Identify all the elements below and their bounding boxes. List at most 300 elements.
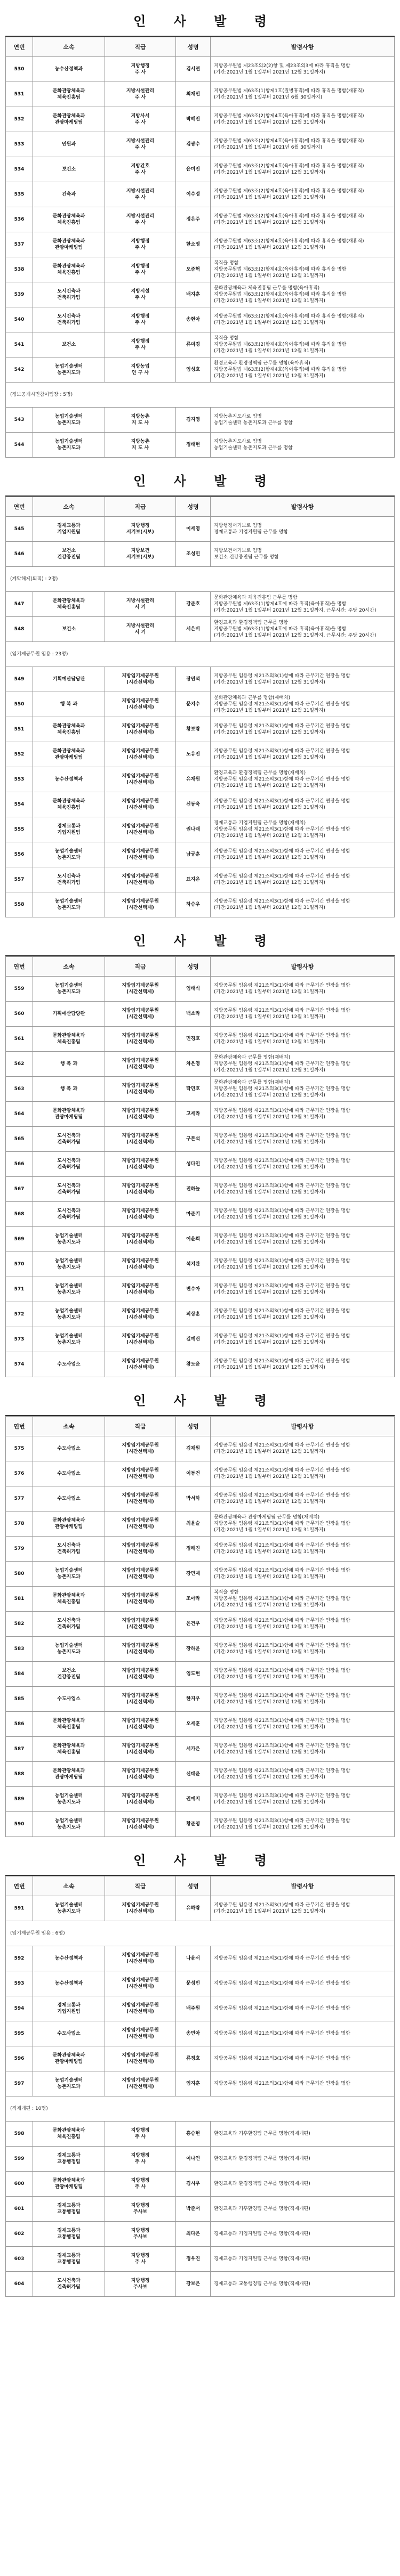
- row-rank: 지방시설관리 서 기: [105, 592, 176, 617]
- row-unit: 농업기술센터 농촌지도과: [33, 892, 105, 917]
- row-unit: 문화관광체육과 체육진흥팀: [33, 592, 105, 617]
- row-unit: 경제교통과 교통행정팀: [33, 2247, 105, 2272]
- table-row: [6, 2172, 395, 2197]
- row-unit: 문화관광체육과 체육진흥팀: [33, 1027, 105, 1052]
- row-name: 고세라: [176, 1102, 211, 1127]
- row-name: 정우진: [176, 2247, 211, 2272]
- table-header-row: [6, 1417, 395, 1436]
- row-unit: 보건소: [33, 157, 105, 182]
- row-unit: 농수산정책과: [33, 767, 105, 792]
- table-row: [6, 1637, 395, 1662]
- row-unit: 문화관광체육과 체육진흥팀: [33, 717, 105, 742]
- row-name: 유하람: [176, 1896, 211, 1921]
- row-number: 554: [6, 792, 33, 817]
- row-name: 류미경: [176, 332, 211, 357]
- row-unit: 수도사업소: [33, 1461, 105, 1486]
- row-name: 강민재: [176, 1562, 211, 1587]
- row-number: 571: [6, 1277, 33, 1302]
- header-detail: 발령사항: [211, 1876, 395, 1896]
- row-unit: 문화관광체육과 관광마케팅팀: [33, 2046, 105, 2071]
- table-row: [6, 207, 395, 232]
- row-unit: 농업기술센터 농촌지도과: [33, 842, 105, 867]
- row-rank: 지방임기제공무원 (시간선택제): [105, 1202, 176, 1227]
- table-header-row: [6, 1876, 395, 1896]
- row-unit: 경제교통과 기업지원팀: [33, 517, 105, 542]
- row-number: 550: [6, 692, 33, 717]
- row-detail: 지방공무원법 제63조(2)항제4호(육아휴직)에 따라 휴직을 명함(재휴직) (기간:2021년 1월 1일부터 2021년 12월 31일까지): [211, 307, 395, 332]
- row-detail: 지방공무원 임용령 제21조의3(1)항에 따라 근무기간 연장을 명함 (기간:2021년 1월 1일부터 2021년 12월 31일까지): [211, 792, 395, 817]
- row-name: 임성호: [176, 357, 211, 383]
- row-unit: 농업기술센터 농촌지도과: [33, 1227, 105, 1252]
- row-detail: 지방공무원 임용령 제21조의3(1)항에 따라 근무기간 연장을 명함 (기간:2021년 1월 1일부터 2021년 12월 31일까지): [211, 1787, 395, 1812]
- row-number: 537: [6, 232, 33, 257]
- table-row: [6, 1562, 395, 1587]
- row-detail: 지방공무원 임용령 제21조의3(1)항에 따라 근무기간 연장을 명함 (기간:2021년 1월 1일부터 2021년 12월 31일까지): [211, 1612, 395, 1637]
- table-row: [6, 1737, 395, 1762]
- row-rank: 지방시설관리 주 사: [105, 207, 176, 232]
- row-unit: 문화관광체육과 체육진흥팀: [33, 257, 105, 282]
- row-number: 575: [6, 1436, 33, 1461]
- row-rank: 지방임기제공무원 (시간선택제): [105, 2046, 176, 2071]
- row-unit: 수도사업소: [33, 1352, 105, 1377]
- row-detail: 지방공무원 임용령 제21조의3(1)항에 따라 근무기간 연장을 명함 (기간:2021년 1월 1일부터 2021년 12월 31일까지): [211, 1812, 395, 1837]
- table-row: [6, 1996, 395, 2021]
- row-rank: 지방임기제공무원 (시간선택제): [105, 1896, 176, 1921]
- table-row: [6, 1946, 395, 1971]
- table-row: [6, 1152, 395, 1177]
- row-unit: 보건소 건강증진팀: [33, 1662, 105, 1687]
- table-row: [6, 1712, 395, 1737]
- row-unit: 농업기술센터 농촌지도과: [33, 1252, 105, 1277]
- row-unit: 문화관광체육과 관광마케팅팀: [33, 1512, 105, 1537]
- row-number: 594: [6, 1996, 33, 2021]
- row-name: 김지영: [176, 408, 211, 433]
- personnel-order-table: [5, 956, 395, 1377]
- row-unit: 보건소: [33, 332, 105, 357]
- row-detail: 지방공무원 임용령 제21조의3(1)항에 따라 근무기간 연장을 명함: [211, 1996, 395, 2021]
- row-rank: 지방행정 주 사: [105, 2147, 176, 2172]
- row-rank: 지방농업 연 구 사: [105, 357, 176, 383]
- row-unit: 농수산정책과: [33, 57, 105, 82]
- row-unit: 농업기술센터 농촌지도과: [33, 1562, 105, 1587]
- table-row: [6, 2122, 395, 2147]
- row-number: 583: [6, 1637, 33, 1662]
- row-detail: 지방공무원 임용령 제21조의3(1)항에 따라 근무기간 연장을 명함 (기간:2021년 1월 1일부터 2021년 12월 31일까지): [211, 1327, 395, 1352]
- row-number: 601: [6, 2197, 33, 2222]
- table-row: [6, 1812, 395, 1837]
- table-row: [6, 1787, 395, 1812]
- header-detail: 발령사항: [211, 37, 395, 57]
- row-detail: 지방행정서기보로 임명 경제교통과 기업지원팀 근무를 명함: [211, 517, 395, 542]
- row-number: 597: [6, 2071, 33, 2096]
- row-name: 변수아: [176, 1277, 211, 1302]
- row-detail: 지방공무원법 제63조(1)항제1호(질병휴직)에 따라 휴직을 명함(재휴직) (기간:2021년 1월 1일부터 2021년 6월 30일까지): [211, 82, 395, 107]
- row-detail: 지방공무원 임용령 제21조의3(1)항에 따라 근무기간 연장을 명함 (기간:2021년 1월 1일부터 2021년 12월 31일까지): [211, 1637, 395, 1662]
- row-number: 573: [6, 1327, 33, 1352]
- row-number: 534: [6, 157, 33, 182]
- row-detail: 문화관광체육과 근무를 명함(재배치) 지방공무원 임용령 제21조의3(1)항에 따라 근무기간 연장을 명함 (기간:2021년 1월 1일부터 2021년 12월 31일까지): [211, 1052, 395, 1077]
- row-name: 구본석: [176, 1127, 211, 1152]
- table-row: [6, 1027, 395, 1052]
- row-unit: 수도사업소: [33, 1687, 105, 1712]
- table-row: [6, 232, 395, 257]
- row-detail: 문화관광체육과 체육진흥팀 근무를 명함 지방공무원법 제63조(1)항제4호에 따라 휴직(육아휴직)을 명함 (기간:2021년 1월 1일부터 2021년 12월 31일까지, 근무시간: 주당 20시간): [211, 592, 395, 617]
- row-unit: 농업기술센터 농촌지도과: [33, 1277, 105, 1302]
- section-caption: (직제개편 : 10명): [6, 2096, 395, 2122]
- row-rank: 지방임기제공무원 (시간선택제): [105, 1077, 176, 1102]
- table-row: [6, 1486, 395, 1512]
- table-row: [6, 1177, 395, 1202]
- table-row: [6, 132, 395, 157]
- row-number: 536: [6, 207, 33, 232]
- row-name: 한소영: [176, 232, 211, 257]
- row-detail: 지방공무원 임용령 제21조의3(1)항에 따라 근무기간 연장을 명함 (기간:2021년 1월 1일부터 2021년 12월 31일까지): [211, 1486, 395, 1512]
- table-row: [6, 1612, 395, 1637]
- table-row: [6, 692, 395, 717]
- row-rank: 지방시설 주 사: [105, 282, 176, 307]
- row-number: 555: [6, 817, 33, 842]
- personnel-order-table: [5, 497, 395, 917]
- row-rank: 지방행정 주 사: [105, 2122, 176, 2147]
- row-detail: 문화관광체육과 근무를 명함(재배치) 지방공무원 임용령 제21조의3(1)항에 따라 근무기간 연장을 명함 (기간:2021년 1월 1일부터 2021년 12월 31일까지): [211, 692, 395, 717]
- row-number: 564: [6, 1102, 33, 1127]
- row-detail: 복직을 명함 지방공무원 임용령 제21조의3(1)항에 따라 근무기간 연장을 명함 (기간:2021년 1월 1일부터 2021년 12월 31일까지): [211, 1587, 395, 1612]
- row-name: 피상훈: [176, 1302, 211, 1327]
- row-detail: 지방공무원 임용령 제21조의3(1)항에 따라 근무기간 연장을 명함 (기간:2021년 1월 1일부터 2021년 12월 31일까지): [211, 1177, 395, 1202]
- row-rank: 지방임기제공무원 (시간선택제): [105, 1562, 176, 1587]
- table-row: [6, 2046, 395, 2071]
- row-detail: 지방공무원 임용령 제21조의3(1)항에 따라 근무기간 연장을 명함 (기간:2021년 1월 1일부터 2021년 12월 31일까지): [211, 1152, 395, 1177]
- table-row: [6, 1127, 395, 1152]
- row-unit: 농업기술센터 농촌지도과: [33, 433, 105, 458]
- table-row: [6, 1277, 395, 1302]
- row-rank: 지방행정 주 사: [105, 57, 176, 82]
- row-name: 임도현: [176, 1662, 211, 1687]
- row-unit: 농업기술센터 농촌지도과: [33, 977, 105, 1002]
- table-row: [6, 1202, 395, 1227]
- row-unit: 도시건축과 건축허가팀: [33, 307, 105, 332]
- row-unit: 문화관광체육과 관광마케팅팀: [33, 1762, 105, 1787]
- row-name: 박혜진: [176, 107, 211, 132]
- row-number: 599: [6, 2147, 33, 2172]
- table-row: [6, 1102, 395, 1127]
- row-rank: 지방임기제공무원 (시간선택제): [105, 1252, 176, 1277]
- row-unit: 문화관광체육과 관광마케팅팀: [33, 107, 105, 132]
- row-rank: 지방행정 주사보: [105, 2272, 176, 2297]
- row-rank: 지방임기제공무원 (시간선택제): [105, 1152, 176, 1177]
- row-rank: 지방임기제공무원 (시간선택제): [105, 842, 176, 867]
- row-number: 604: [6, 2272, 33, 2297]
- row-rank: 지방행정 주 사: [105, 2247, 176, 2272]
- row-unit: 수도사업소: [33, 2021, 105, 2046]
- row-rank: 지방임기제공무원 (시간선택제): [105, 1027, 176, 1052]
- row-rank: 지방임기제공무원 (시간선택제): [105, 1812, 176, 1837]
- row-number: 589: [6, 1787, 33, 1812]
- row-number: 562: [6, 1052, 33, 1077]
- row-detail: 지방공무원 임용령 제21조의3(1)항에 따라 근무기간 연장을 명함 (기간:2021년 1월 1일부터 2021년 12월 31일까지): [211, 1202, 395, 1227]
- personnel-order-sheet: [5, 465, 395, 917]
- row-rank: 지방임기제공무원 (시간선택제): [105, 1127, 176, 1152]
- row-number: 569: [6, 1227, 33, 1252]
- row-detail: 지방공무원법 제63조(2)항제4호(육아휴직)에 따라 휴직을 명함(재휴직) (기간:2021년 1월 1일부터 2021년 12월 31일까지): [211, 157, 395, 182]
- row-unit: 문화관광체육과 체육진흥팀: [33, 2122, 105, 2147]
- row-name: 남궁훈: [176, 842, 211, 867]
- row-rank: 지방임기제공무원 (시간선택제): [105, 892, 176, 917]
- row-detail: 복직을 명함 지방공무원법 제63조(2)항제4호(육아휴직)에 따라 휴직을 명함 (기간:2021년 1월 1일부터 2021년 12월 31일까지): [211, 332, 395, 357]
- row-detail: 환경교육과 기후환경팀 근무를 명함(직제개편): [211, 2197, 395, 2222]
- row-name: 차은영: [176, 1052, 211, 1077]
- header-rank: 직급: [105, 497, 176, 517]
- row-name: 오세훈: [176, 1712, 211, 1737]
- row-rank: 지방임기제공무원 (시간선택제): [105, 1946, 176, 1971]
- row-rank: 지방임기제공무원 (시간선택제): [105, 1002, 176, 1027]
- row-number: 542: [6, 357, 33, 383]
- row-unit: 문화관광체육과 체육진흥팀: [33, 1737, 105, 1762]
- table-header-row: [6, 957, 395, 977]
- row-rank: 지방임기제공무원 (시간선택제): [105, 1277, 176, 1302]
- header-unit: 소속: [33, 1417, 105, 1436]
- row-rank: 지방임기제공무원 (시간선택제): [105, 1687, 176, 1712]
- row-number: 561: [6, 1027, 33, 1052]
- row-unit: 문화관광체육과 체육진흥팀: [33, 207, 105, 232]
- table-row: [6, 667, 395, 692]
- table-row: [6, 1587, 395, 1612]
- row-number: 535: [6, 182, 33, 207]
- row-unit: 경제교통과 교통행정팀: [33, 2147, 105, 2172]
- header-no: 연번: [6, 37, 33, 57]
- row-rank: 지방임기제공무원 (시간선택제): [105, 2021, 176, 2046]
- row-number: 553: [6, 767, 33, 792]
- row-number: 574: [6, 1352, 33, 1377]
- table-row: [6, 817, 395, 842]
- personnel-order-sheet: [5, 1844, 395, 2297]
- table-row: [6, 1762, 395, 1787]
- personnel-order-table: [5, 1876, 395, 2297]
- row-detail: 지방공무원법 제63조(2)항제4호(육아휴직)에 따라 휴직을 명함(재휴직) (기간:2021년 1월 1일부터 2021년 12월 31일까지): [211, 182, 395, 207]
- row-unit: 경제교통과 기업지원팀: [33, 817, 105, 842]
- row-name: 서가은: [176, 1737, 211, 1762]
- sheet-title: 인 사 발 령: [5, 925, 395, 956]
- row-detail: 지방공무원 임용령 제21조의3(1)항에 따라 근무기간 연장을 명함: [211, 1946, 395, 1971]
- table-row: [6, 1302, 395, 1327]
- row-number: 556: [6, 842, 33, 867]
- row-number: 576: [6, 1461, 33, 1486]
- personnel-order-sheet: [5, 1385, 395, 1837]
- row-unit: 기획예산담당관: [33, 1002, 105, 1027]
- row-unit: 경제교통과 교통행정팀: [33, 2222, 105, 2247]
- row-detail: 경제교통과 교통행정팀 근무를 명함(직제개편): [211, 2272, 395, 2297]
- table-row: [6, 792, 395, 817]
- table-row: [6, 1002, 395, 1027]
- row-detail: 지방공무원 임용령 제21조의3(1)항에 따라 근무기간 연장을 명함 (기간:2021년 1월 1일부터 2021년 12월 31일까지): [211, 1662, 395, 1687]
- row-number: 603: [6, 2247, 33, 2272]
- table-row: [6, 1896, 395, 1921]
- row-number: 557: [6, 867, 33, 892]
- row-unit: 도시건축과 건축허가팀: [33, 1202, 105, 1227]
- row-rank: 지방시설관리 주 사: [105, 132, 176, 157]
- row-name: 배지훈: [176, 282, 211, 307]
- row-detail: 지방공무원 임용령 제21조의3(1)항에 따라 근무기간 연장을 명함 (기간:2021년 1월 1일부터 2021년 12월 31일까지): [211, 892, 395, 917]
- table-row: [6, 1512, 395, 1537]
- row-rank: 지방임기제공무원 (시간선택제): [105, 1712, 176, 1737]
- table-row: [6, 842, 395, 867]
- row-name: 신태윤: [176, 1762, 211, 1787]
- row-number: 558: [6, 892, 33, 917]
- row-name: 최윤슬: [176, 1512, 211, 1537]
- personnel-order-sheet: [5, 925, 395, 1377]
- row-name: 정태현: [176, 433, 211, 458]
- row-rank: 지방임기제공무원 (시간선택제): [105, 742, 176, 767]
- row-name: 황보람: [176, 717, 211, 742]
- row-detail: 지방보건서기보로 임명 보건소 건강증진팀 근무를 명함: [211, 542, 395, 567]
- row-name: 백소라: [176, 1002, 211, 1027]
- row-rank: 지방임기제공무원 (시간선택제): [105, 817, 176, 842]
- row-detail: 지방공무원 임용령 제21조의3(1)항에 따라 근무기간 연장을 명함 (기간:2021년 1월 1일부터 2021년 12월 31일까지): [211, 1712, 395, 1737]
- row-name: 강보은: [176, 2272, 211, 2297]
- header-name: 성명: [176, 957, 211, 977]
- section-caption: (임기제공무원 임용 : 23명): [6, 642, 395, 667]
- row-name: 석지완: [176, 1252, 211, 1277]
- row-name: 정은주: [176, 207, 211, 232]
- row-unit: 문화관광체육과 관광마케팅팀: [33, 232, 105, 257]
- row-number: 577: [6, 1486, 33, 1512]
- row-detail: 지방공무원 임용령 제21조의3(1)항에 따라 근무기간 연장을 명함: [211, 2021, 395, 2046]
- row-name: 문성빈: [176, 1971, 211, 1996]
- row-unit: 행 복 과: [33, 1052, 105, 1077]
- row-detail: 환경교육과 환경정책팀 근무를 명함(직제개편): [211, 2172, 395, 2197]
- row-unit: 도시건축과 건축허가팀: [33, 1537, 105, 1562]
- row-rank: 지방임기제공무원 (시간선택제): [105, 667, 176, 692]
- row-number: 568: [6, 1202, 33, 1227]
- row-unit: 기획예산담당관: [33, 667, 105, 692]
- row-name: 강준호: [176, 592, 211, 617]
- row-unit: 도시건축과 건축허가팀: [33, 1152, 105, 1177]
- row-detail: 지방공무원 임용령 제21조의3(1)항에 따라 근무기간 연장을 명함 (기간:2021년 1월 1일부터 2021년 12월 31일까지): [211, 1896, 395, 1921]
- row-name: 황준영: [176, 1812, 211, 1837]
- row-name: 마준기: [176, 1202, 211, 1227]
- header-unit: 소속: [33, 1876, 105, 1896]
- row-name: 어윤희: [176, 1227, 211, 1252]
- header-rank: 직급: [105, 957, 176, 977]
- row-name: 김광수: [176, 132, 211, 157]
- row-rank: 지방행정 주 사: [105, 307, 176, 332]
- row-detail: 지방공무원 임용령 제21조의3(1)항에 따라 근무기간 연장을 명함 (기간:2021년 1월 1일부터 2021년 12월 31일까지): [211, 1302, 395, 1327]
- row-name: 왕도윤: [176, 1352, 211, 1377]
- row-detail: 환경교육과 환경정책팀 근무를 명함(육아휴직) 지방공무원법 제63조(2)항제4호(육아휴직)에 따라 휴직을 명함 (기간:2021년 1월 1일부터 2021년 12월 31일까지): [211, 357, 395, 383]
- table-row: [6, 767, 395, 792]
- row-unit: 도시건축과 건축허가팀: [33, 1612, 105, 1637]
- row-rank: 지방임기제공무원 (시간선택제): [105, 1787, 176, 1812]
- row-unit: 문화관광체육과 관광마케팅팀: [33, 742, 105, 767]
- row-detail: 지방공무원법 제63조(2)항제4호(육아휴직)에 따라 휴직을 명함(재휴직) (기간:2021년 1월 1일부터 2021년 12월 31일까지): [211, 107, 395, 132]
- row-rank: 지방임기제공무원 (시간선택제): [105, 1436, 176, 1461]
- row-detail: 지방공무원 임용령 제21조의3(1)항에 따라 근무기간 연장을 명함 (기간:2021년 1월 1일부터 2021년 12월 31일까지): [211, 1027, 395, 1052]
- row-detail: 지방공무원 임용령 제21조의3(1)항에 따라 근무기간 연장을 명함 (기간:2021년 1월 1일부터 2021년 12월 31일까지): [211, 717, 395, 742]
- row-number: 596: [6, 2046, 33, 2071]
- row-number: 600: [6, 2172, 33, 2197]
- row-detail: 환경교육과 환경정책팀 근무를 명함(재배치) 지방공무원 임용령 제21조의3(1)항에 따라 근무기간 연장을 명함 (기간:2021년 1월 1일부터 2021년 12월 31일까지): [211, 767, 395, 792]
- row-name: 윤건우: [176, 1612, 211, 1637]
- row-rank: 지방임기제공무원 (시간선택제): [105, 1612, 176, 1637]
- row-rank: 지방시설관리 서 기: [105, 617, 176, 642]
- row-number: 565: [6, 1127, 33, 1152]
- row-rank: 지방임기제공무원 (시간선택제): [105, 1971, 176, 1996]
- header-rank: 직급: [105, 37, 176, 57]
- table-header-row: [6, 37, 395, 57]
- header-no: 연번: [6, 1417, 33, 1436]
- row-number: 541: [6, 332, 33, 357]
- row-name: 권나래: [176, 817, 211, 842]
- row-number: 567: [6, 1177, 33, 1202]
- table-row: [6, 1352, 395, 1377]
- row-unit: 행 복 과: [33, 1077, 105, 1102]
- row-rank: 지방행정 주사보: [105, 2197, 176, 2222]
- row-detail: 지방공무원 임용령 제21조의3(1)항에 따라 근무기간 연장을 명함 (기간:2021년 1월 1일부터 2021년 12월 31일까지): [211, 1102, 395, 1127]
- row-unit: 수도사업소: [33, 1486, 105, 1512]
- table-row: [6, 2247, 395, 2272]
- row-name: 한지우: [176, 1687, 211, 1712]
- table-row: [6, 82, 395, 107]
- row-rank: 지방임기제공무원 (시간선택제): [105, 1762, 176, 1787]
- row-name: 박서하: [176, 1486, 211, 1512]
- row-number: 532: [6, 107, 33, 132]
- section-caption-row: [6, 567, 395, 592]
- row-unit: 보건소 건강증진팀: [33, 542, 105, 567]
- row-rank: 지방간호 주 사: [105, 157, 176, 182]
- table-row: [6, 2147, 395, 2172]
- row-name: 김서연: [176, 57, 211, 82]
- row-unit: 문화관광체육과 체육진흥팀: [33, 1587, 105, 1612]
- row-name: 길예린: [176, 1327, 211, 1352]
- row-rank: 지방농촌 지 도 사: [105, 408, 176, 433]
- header-rank: 직급: [105, 1876, 176, 1896]
- table-row: [6, 357, 395, 383]
- row-number: 587: [6, 1737, 33, 1762]
- table-row: [6, 977, 395, 1002]
- row-name: 신동욱: [176, 792, 211, 817]
- row-rank: 지방행정 주 사: [105, 232, 176, 257]
- table-row: [6, 307, 395, 332]
- personnel-order-table: [5, 37, 395, 458]
- section-caption: (임기제공무원 임용 : 6명): [6, 1921, 395, 1946]
- table-row: [6, 1537, 395, 1562]
- row-number: 549: [6, 667, 33, 692]
- row-name: 최재민: [176, 82, 211, 107]
- row-number: 584: [6, 1662, 33, 1687]
- row-name: 김시우: [176, 2172, 211, 2197]
- header-name: 성명: [176, 1417, 211, 1436]
- row-rank: 지방임기제공무원 (시간선택제): [105, 977, 176, 1002]
- row-detail: 지방공무원법 제63조(2)항제4호(육아휴직)에 따라 휴직을 명함(재휴직) (기간:2021년 1월 1일부터 2021년 12월 31일까지): [211, 232, 395, 257]
- row-detail: 문화관광체육과 체육진흥팀 근무를 명함(육아휴직) 지방공무원법 제63조(2)항제4호(육아휴직)에 따라 휴직을 명함 (기간:2021년 1월 1일부터 2021년 12월 31일까지): [211, 282, 395, 307]
- row-rank: 지방임기제공무원 (시간선택제): [105, 1052, 176, 1077]
- row-number: 544: [6, 433, 33, 458]
- row-number: 530: [6, 57, 33, 82]
- row-unit: 도시건축과 건축허가팀: [33, 2272, 105, 2297]
- row-detail: 지방공무원 임용령 제21조의3(1)항에 따라 근무기간 연장을 명함 (기간:2021년 1월 1일부터 2021년 12월 31일까지): [211, 1277, 395, 1302]
- row-rank: 지방임기제공무원 (시간선택제): [105, 1461, 176, 1486]
- row-name: 엄태식: [176, 977, 211, 1002]
- table-row: [6, 1052, 395, 1077]
- row-number: 593: [6, 1971, 33, 1996]
- row-detail: 지방공무원 임용령 제21조의3(1)항에 따라 근무기간 연장을 명함: [211, 2046, 395, 2071]
- row-number: 533: [6, 132, 33, 157]
- table-row: [6, 542, 395, 567]
- row-number: 588: [6, 1762, 33, 1787]
- row-detail: 문화관광체육과 관광마케팅팀 근무를 명함(재배치) 지방공무원 임용령 제21조의3(1)항에 따라 근무기간 연장을 명함 (기간:2021년 1월 1일부터 2021년 12월 31일까지): [211, 1512, 395, 1537]
- row-detail: 지방공무원법 제63조(2)항제4호(육아휴직)에 따라 휴직을 명함(재휴직) (기간:2021년 1월 1일부터 2021년 12월 31일까지): [211, 207, 395, 232]
- row-detail: 지방농촌지도사로 임명 농업기술센터 농촌지도과 근무를 명함: [211, 408, 395, 433]
